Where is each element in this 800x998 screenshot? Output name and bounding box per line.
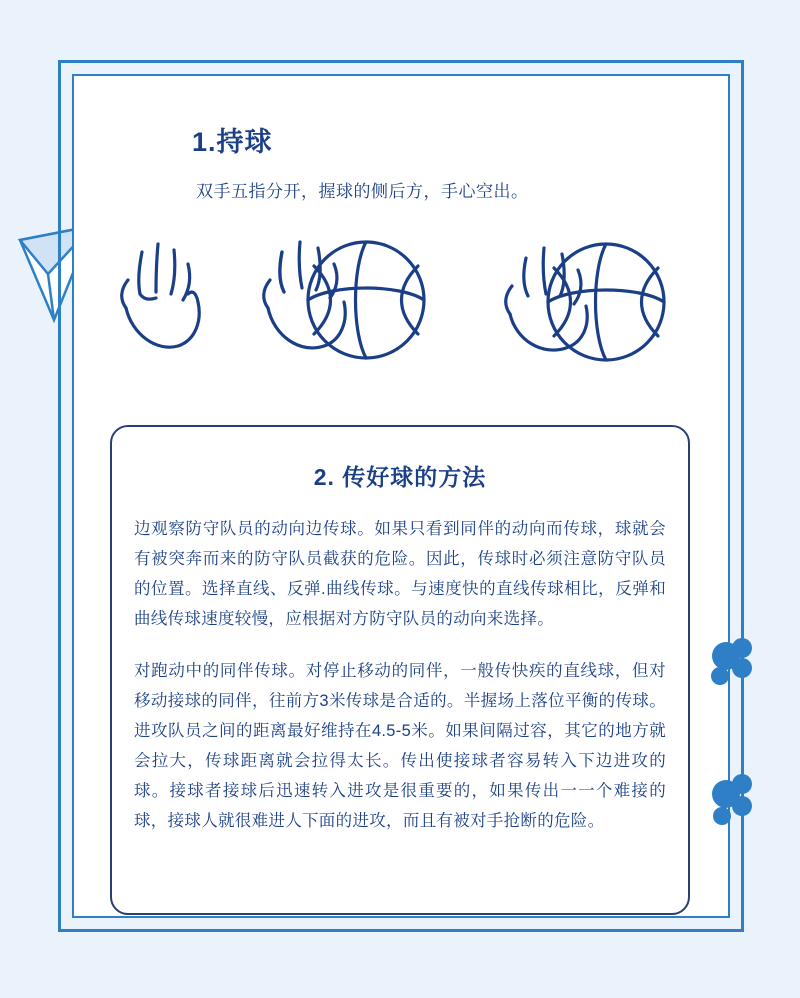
section2-paragraph-1: 边观察防守队员的动向边传球。如果只看到同伴的动向而传球，球就会有被突奔而来的防守队员截获的危险。因此，传球时必须注意防守队员的位置。选择直线、反弹.曲线传球。与速度快的直线传球相比，反弹和曲线传球速度较慢，应根据对方防守队员的动向来选择。 [134,520,666,628]
section-holding-ball [110,120,700,202]
section1-subtitle: 双手五指分开，握球的侧后方，手心空出。 [196,182,529,201]
hand-illustrations [88,228,708,388]
section2-paragraph-2: 对跑动中的同伴传球。对停止移动的同伴，一般传快疾的直线球，但对移动接球的同伴，往前方3米传球是合适的。半握场上落位平衡的传球。进攻队员之间的距离最好维持在4.5-5米。如果间隔过容，其它的地方就会拉大，传球距离就会拉得太长。传出使接球者容易转入下边进攻的球。接球者接球后迅速转入进攻是很重要的，如果传出一一个难接的球，接球人就很难进人下面的进攻，而且有被对手抢断的危险。 [134,662,666,830]
hand-holding-ball-illustration-1 [248,228,448,383]
cloud-blob-decoration [710,634,754,844]
section-passing-methods [110,425,690,915]
section1-title: 1.持球 [192,127,273,157]
open-hand-illustration [98,228,218,373]
hand-holding-ball-illustration-2 [488,228,688,383]
section2-title: 2. 传好球的方法 [313,464,487,490]
section2-body [112,514,688,836]
